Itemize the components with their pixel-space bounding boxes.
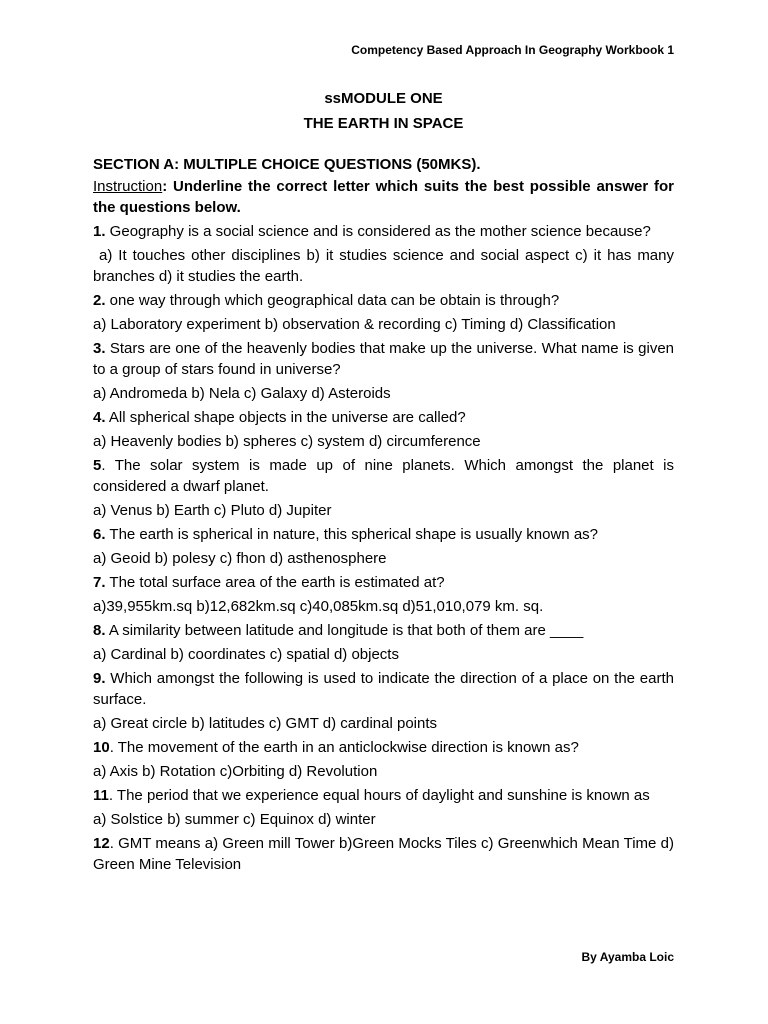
- question-2: [93, 290, 674, 311]
- instruction-label: Instruction: [93, 178, 163, 195]
- question-6: [93, 524, 674, 545]
- answer-options: a) Solstice b) summer c) Equinox d) winter: [93, 811, 376, 828]
- page-body: [93, 88, 674, 875]
- answer-options: a) Geoid b) polesy c) fhon d) asthenosphere: [93, 550, 387, 567]
- question-10: [93, 737, 674, 758]
- page-footer: By Ayamba Loic: [581, 950, 674, 964]
- answer-options: a) It touches other disciplines b) it studies science and social aspect c) it has many branches d) it studies the earth.: [93, 247, 674, 285]
- instruction-text: : Underline the correct letter which suits the best possible answer for the questions below.: [93, 178, 674, 216]
- question-4: [93, 407, 674, 428]
- question-text: Stars are one of the heavenly bodies that make up the universe. What name is given to a group of stars found in universe?: [93, 340, 674, 378]
- question-text: Which amongst the following is used to indicate the direction of a place on the earth surface.: [93, 670, 674, 708]
- question-list: [93, 221, 674, 875]
- answer-options: a) Venus b) Earth c) Pluto d) Jupiter: [93, 502, 332, 519]
- answer-options: a) Axis b) Rotation c)Orbiting d) Revolution: [93, 763, 378, 780]
- question-text: The earth is spherical in nature, this spherical shape is usually known as?: [105, 526, 599, 543]
- question-number: 10: [93, 739, 110, 756]
- question-number: 9.: [93, 670, 106, 687]
- module-title: THE EARTH IN SPACE: [303, 115, 464, 132]
- answer-options: a)39,955km.sq b)12,682km.sq c)40,085km.sq d)51,010,079 km. sq.: [93, 598, 544, 615]
- answer-options: a) Laboratory experiment b) observation & recording c) Timing d) Classification: [93, 316, 616, 333]
- answer-options: a) Andromeda b) Nela c) Galaxy d) Asteroids: [93, 385, 391, 402]
- question-text: The total surface area of the earth is estimated at?: [105, 574, 445, 591]
- question-text: . The solar system is made up of nine planets. Which amongst the planet is considered a dwarf planet.: [93, 457, 674, 495]
- question-number: 1.: [93, 223, 106, 240]
- question-9: [93, 668, 674, 710]
- answer-options: a) Cardinal b) coordinates c) spatial d) objects: [93, 646, 399, 663]
- question-number: 8.: [93, 622, 106, 639]
- question-text: Geography is a social science and is considered as the mother science because?: [105, 223, 651, 240]
- question-8: [93, 620, 674, 641]
- question-number: 5: [93, 457, 102, 474]
- question-7: [93, 572, 674, 593]
- question-number: 2.: [93, 292, 106, 309]
- instruction: [93, 176, 674, 218]
- question-text: . GMT means a) Green mill Tower b)Green Mocks Tiles c) Greenwhich Mean Time d) Green Mine Television: [93, 835, 674, 873]
- page-header: Competency Based Approach In Geography Workbook 1: [351, 43, 674, 57]
- answer-options: a) Great circle b) latitudes c) GMT d) cardinal points: [93, 715, 438, 732]
- question-number: 12: [93, 835, 110, 852]
- question-3: [93, 338, 674, 380]
- question-text: A similarity between latitude and longitude is that both of them are ____: [105, 622, 584, 639]
- question-12: [93, 833, 674, 875]
- question-1: [93, 221, 674, 242]
- section-title: SECTION A: MULTIPLE CHOICE QUESTIONS (50MKS).: [93, 156, 481, 173]
- question-number: 7.: [93, 574, 106, 591]
- answer-options: a) Heavenly bodies b) spheres c) system d) circumference: [93, 433, 481, 450]
- question-number: 3.: [93, 340, 106, 357]
- question-5: [93, 455, 674, 497]
- question-number: 11: [93, 787, 109, 804]
- module-number: ssMODULE ONE: [324, 90, 443, 107]
- question-text: . The period that we experience equal hours of daylight and sunshine is known as: [108, 787, 650, 804]
- question-text: one way through which geographical data can be obtain is through?: [105, 292, 560, 309]
- question-text: . The movement of the earth in an anticlockwise direction is known as?: [109, 739, 579, 756]
- question-number: 4.: [93, 409, 106, 426]
- question-number: 6.: [93, 526, 106, 543]
- question-11: [93, 785, 674, 806]
- question-text: All spherical shape objects in the universe are called?: [105, 409, 466, 426]
